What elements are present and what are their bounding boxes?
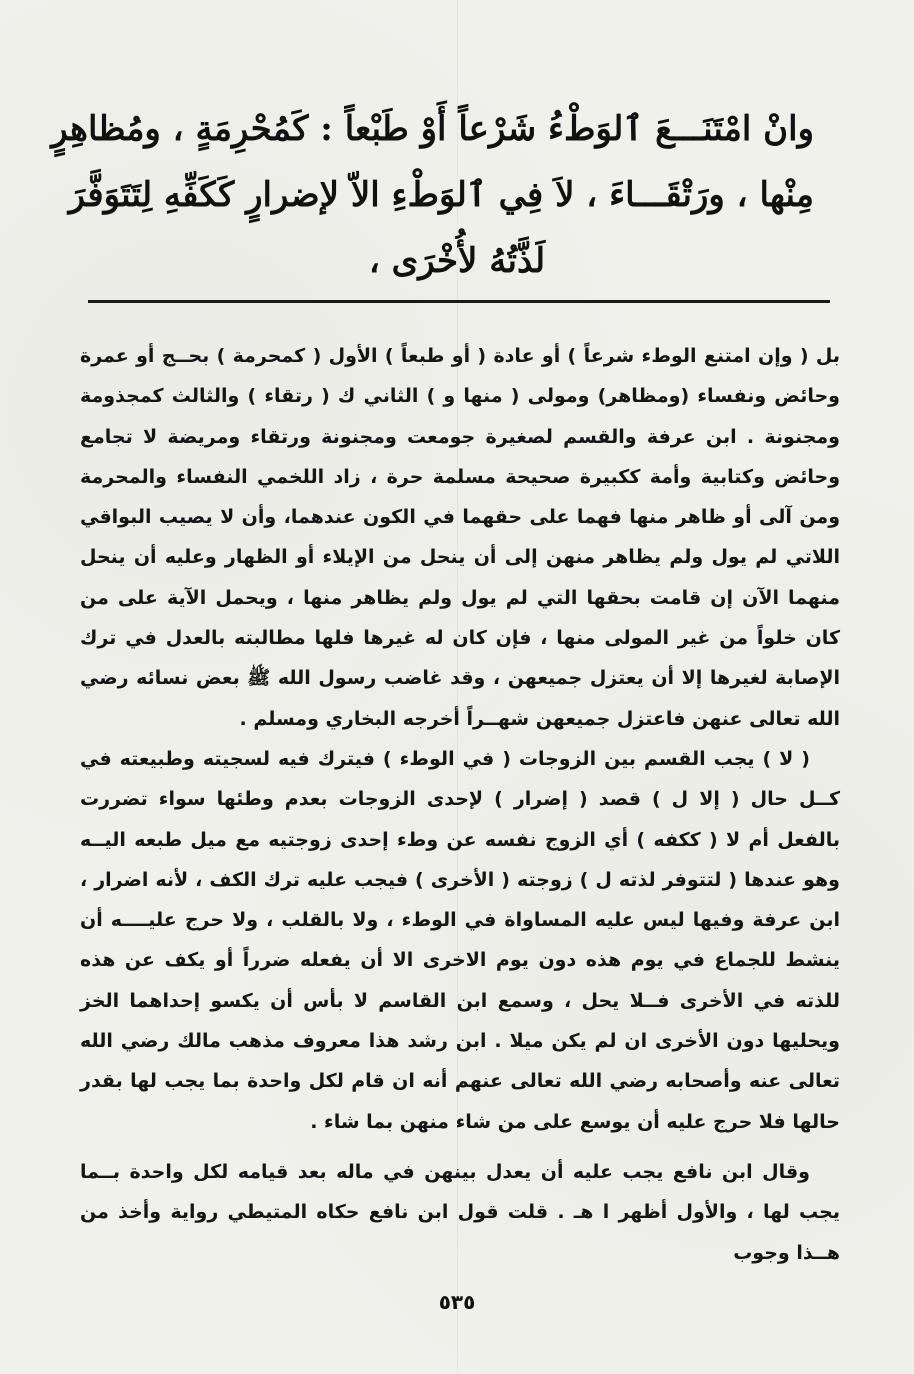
commentary-paragraph-2: ( لا ) يجب القسم بين الزوجات ( في الوطء ) فيترك فيه لسجيته وطبيعته في كــل حال ( إلا ل ) قصد ( إضرار ) لإحدى الزوجات بعدم وطئها سواء تضررت بالفعل أم لا ( ككفه ) أي الزوج نفسه عن وطء إحدى زوجتيه مع ميل طبعه اليــه وهو عندها ( لتتوفر لذته ل ) زوجته ( الأخرى ) فيجب عليه ترك الكف ، لأنه اضرار ، ابن عرفة وفيها ليس عليه المساواة في الوطء ، ولا بالقلب ، ولا حرج عليــــه أن ينشط للجماع في يوم هذه دون يوم الاخرى الا أن يفعله ضرراً أو يكف عن هذه للذته في الأخرى فــلا يحل ، وسمع ابن القاسم لا بأس أن يكسو إحداهما الخز ويحليها دون الأخرى ان لم يكن ميلا . ابن رشد هذا معروف مذهب مالك رضي الله تعالى عنه وأصحابه رضي الله تعالى عنهم أنه ان قام لكل واحدة بما يجب لها بقدر حالها فلا حرج عليه أن يوسع على من شاء منهن بما شاء . [80,747,840,1133]
commentary-paragraph-3: وقال ابن نافع يجب عليه أن يعدل بينهن في ماله بعد قيامه لكل واحدة بــما يجب لها ، والأول أظهر ا هـ . قلت قول ابن نافع حكاه المتيطي رواية وأخذ من هــذا وجوب [80,1160,840,1264]
verse-line-3: لَذَّتُهُ لأُخْرَى ، [368,241,546,281]
verse-line-2: مِنْها ، ورَتْقَـــاءَ ، لاَ فِي ٱلوَطْءِ الاّ لإضرارٍ كَكَفِّهِ لِتَتَوَفَّرَ [68,175,814,215]
verse-line-1: وانْ امْتَنَـــعَ ٱلوَطْءُ شَرْعاً أَوْ طَبْعاً : كَمُحْرِمَةٍ ، ومُظاهِرٍ [51,109,814,149]
page-number: ٥٣٥ [438,1290,476,1314]
commentary-paragraph-1: بل ( وإن امتنع الوطء شرعاً ) أو عادة ( أو طبعاً ) الأول ( كمحرمة ) بحــج أو عمرة وحائض ونفساء (ومظاهر) ومولى ( منها و ) الثاني ك ( رتقاء ) والثالث كمجذومة ومجنونة . ابن عرفة والقسم لصغيرة جومعت ومجنونة ورتقاء ومريضة لا تجامع وحائض وكتابية وأمة ككبيرة صحيحة مسلمة حرة ، زاد اللخمي النفساء والمحرمة ومن آلى أو ظاهر منها فهما على حقهما في الكون عندهما، وأن لا يصيب البواقي اللاتي لم يول ولم يظاهر منهن إلى أن ينحل من الإيلاء أو الظهار وعليه أن ينحل منهما الآن إن قامت بحقها التي لم يول ولم يظاهر منها ، ويحمل الآية على من كان خلواً من غير المولى منها ، فإن كان له غيرها فلها مطالبته بالعدل في ترك الإصابة لغيرها إلا أن يعتزل جميعهن ، وقد غاضب رسول الله ﷺ بعض نسائه رضي الله تعالى عنهن فاعتزل جميعهن شهــراً أخرجه البخاري ومسلم . [80,345,840,730]
sharh-commentary [80,336,840,1273]
matn-verse [51,96,814,294]
separator-rule [88,300,830,303]
